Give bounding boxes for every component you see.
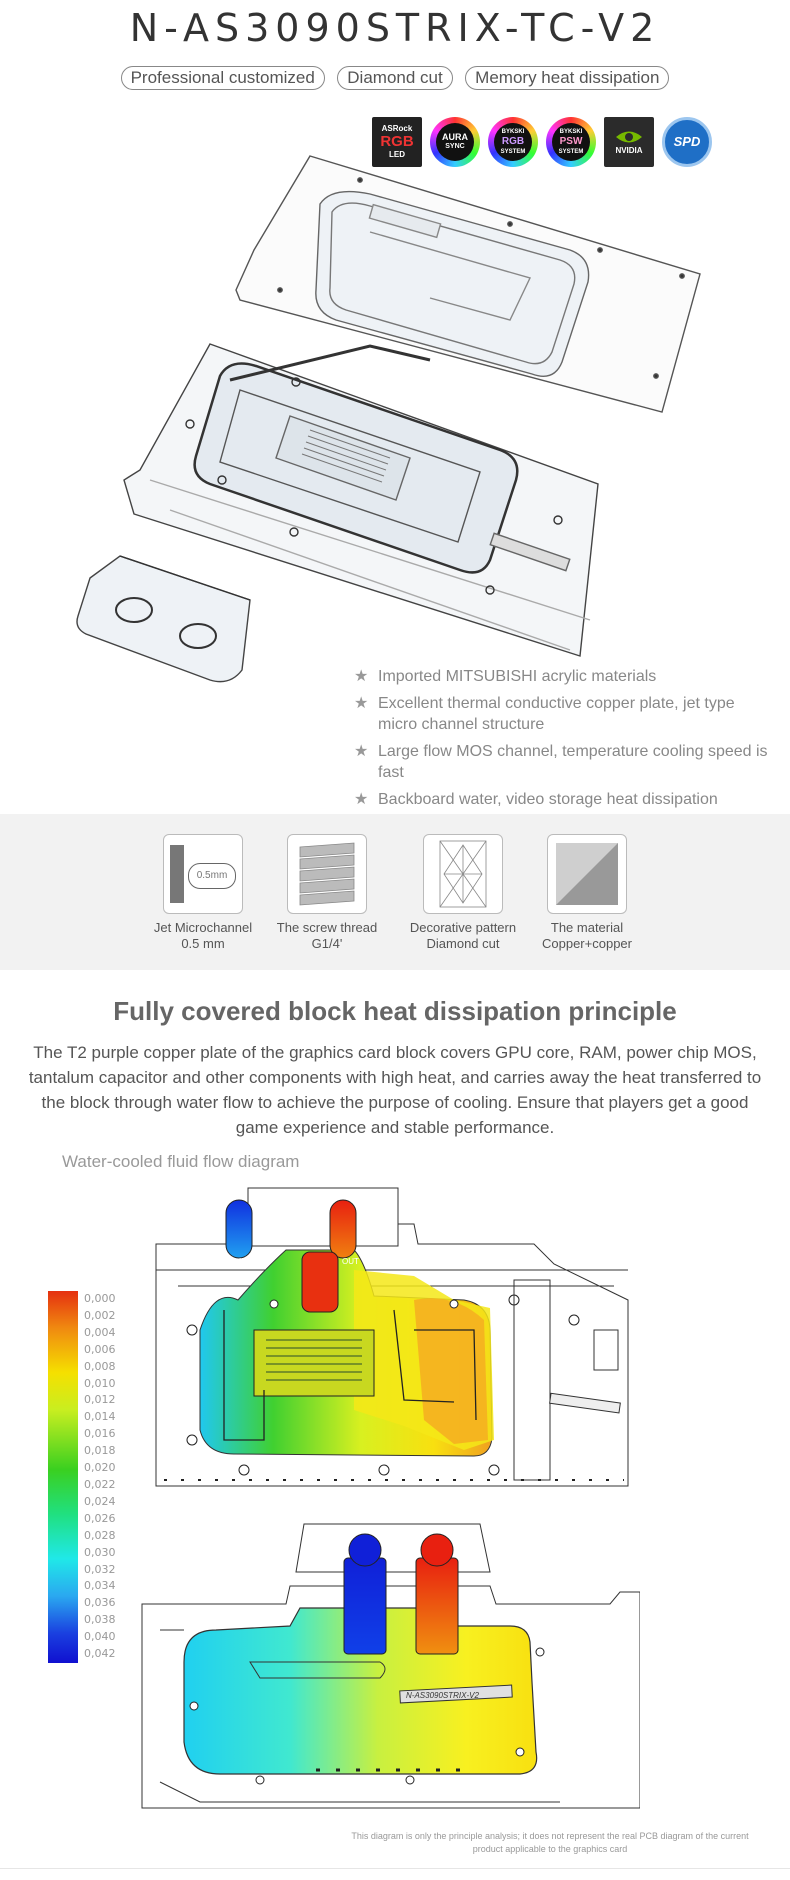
asrock-logo-text: ASRock [381, 124, 413, 133]
flow-diagram-top [154, 1180, 634, 1494]
spec-title: The material [550, 920, 624, 935]
rgb-logo-text: RGB [380, 133, 414, 150]
section-paragraph: The T2 purple copper plate of the graphics card block covers GPU core, RAM, power chip MOS, tantalum capacitor and other components with high heat, and carries away the heat transferred to the block through water flow to achieve the purpose of cooling. Ensure that players get a good game experience and stable performance. [28, 1043, 762, 1137]
spec-material [522, 834, 652, 952]
diamond-cut-icon [423, 834, 503, 914]
led-logo-text: LED [389, 150, 405, 159]
spec-value: Copper+copper [542, 936, 632, 951]
diamond-graphic [424, 835, 502, 913]
spec-jet-microchannel [138, 834, 268, 952]
scale-tick-label: 0,000 [84, 1292, 116, 1305]
screw-thread-icon [287, 834, 367, 914]
scale-tick-label: 0,014 [84, 1410, 116, 1424]
spec-label [262, 920, 392, 952]
spec-value: 0.5 mm [181, 936, 225, 951]
spec-value: Diamond cut [426, 936, 500, 951]
psw-text: PSW [559, 136, 583, 147]
scale-tick-label: 0,024 [84, 1494, 116, 1508]
spec-title: The screw thread [276, 920, 378, 935]
scale-tick-label: 0,002 [84, 1308, 116, 1322]
system-text: SYSTEM [500, 149, 526, 155]
terminal-block [77, 556, 250, 682]
flow-diagram-title: Water-cooled fluid flow diagram [62, 1152, 300, 1171]
block-engraving-label: N-AS3090STRIX-V2 [406, 1691, 479, 1700]
product-title: N-AS3090STRIX-TC-V2 [129, 6, 661, 50]
scale-tick-label: 0,032 [84, 1562, 116, 1576]
tag-list [0, 66, 790, 90]
thread-graphic [288, 835, 366, 913]
jet-microchannel-icon [163, 834, 243, 914]
scale-tick-label: 0,038 [84, 1613, 116, 1627]
star-icon: ★ [354, 743, 369, 760]
spec-label [138, 920, 268, 952]
outlet-label: OUT [342, 1257, 359, 1266]
backplate [236, 156, 700, 412]
scale-tick-label: 0,042 [84, 1647, 116, 1661]
disclaimer-note: This diagram is only the principle analysis; it does not represent the real PCB diagram of the current product applicable to the graphics card [351, 1831, 749, 1854]
material-icon [547, 834, 627, 914]
scale-tick-label: 0,012 [84, 1393, 116, 1407]
scale-tick-label: 0,028 [84, 1528, 116, 1542]
scale-tick-label: 0,020 [84, 1461, 116, 1475]
microchannel-lens: 0.5mm [188, 863, 236, 889]
bottom-divider [0, 1868, 790, 1869]
spec-screw-thread [262, 834, 392, 952]
star-icon: ★ [354, 791, 369, 808]
aura-text: AURA [442, 132, 468, 142]
scale-tick-label: 0,006 [84, 1342, 116, 1356]
scale-tick-label: 0,022 [84, 1478, 116, 1491]
scale-gradient-bar [48, 1291, 78, 1663]
scale-tick-label: 0,016 [84, 1427, 116, 1441]
feature-text: Imported MITSUBISHI acrylic materials [378, 668, 657, 685]
scale-tick-label: 0,010 [84, 1376, 116, 1390]
feature-list [354, 666, 774, 816]
system-text-2: SYSTEM [558, 149, 584, 155]
star-icon: ★ [354, 668, 369, 685]
scale-tick-label: 0,034 [84, 1579, 116, 1593]
bykski-text: BYKSKI [501, 129, 525, 135]
tag-diamond-cut: Diamond cut [337, 66, 452, 90]
spec-label [398, 920, 528, 952]
bykski-text-2: BYKSKI [559, 129, 583, 135]
nvidia-text: NVIDIA [615, 146, 643, 155]
product-exploded-render [70, 150, 730, 690]
tag-memory-heat-dissipation: Memory heat dissipation [465, 66, 669, 90]
feature-item [354, 693, 774, 735]
feature-item [354, 741, 774, 783]
spec-label [522, 920, 652, 952]
scale-tick-label: 0,030 [84, 1545, 116, 1559]
scale-tick-label: 0,008 [84, 1359, 116, 1373]
inlet-label: IN [239, 1257, 247, 1266]
scale-tick-label: 0,036 [84, 1596, 116, 1610]
section-heading: Fully covered block heat dissipation principle [113, 996, 677, 1026]
material-graphic [548, 835, 626, 913]
nvidia-eye-icon [614, 128, 644, 146]
scale-tick-label: 0,026 [84, 1511, 116, 1525]
feature-item [354, 666, 774, 687]
spec-value: G1/4' [311, 936, 343, 951]
spd-text: SPD [673, 134, 701, 149]
microchannel-bar [170, 845, 184, 903]
star-icon: ★ [354, 695, 369, 712]
scale-tick-label: 0,018 [84, 1444, 116, 1458]
feature-text: Large flow MOS channel, temperature cooling speed is fast [378, 743, 768, 781]
sync-text: SYNC [445, 143, 465, 150]
feature-text: Excellent thermal conductive copper plate, jet type micro channel structure [378, 695, 735, 733]
spec-decorative-pattern [398, 834, 528, 952]
feature-text: Backboard water, video storage heat dissipation [378, 791, 718, 808]
rgb-text: RGB [501, 136, 525, 147]
spec-title: Decorative pattern [409, 920, 517, 935]
feature-item [354, 789, 774, 810]
tag-professional-customized: Professional customized [121, 66, 325, 90]
scale-tick-label: 0,004 [84, 1325, 116, 1339]
scale-tick-label: 0,040 [84, 1630, 116, 1644]
spec-band [0, 814, 790, 970]
spec-title: Jet Microchannel [153, 920, 253, 935]
flow-diagram-bottom [140, 1512, 640, 1812]
